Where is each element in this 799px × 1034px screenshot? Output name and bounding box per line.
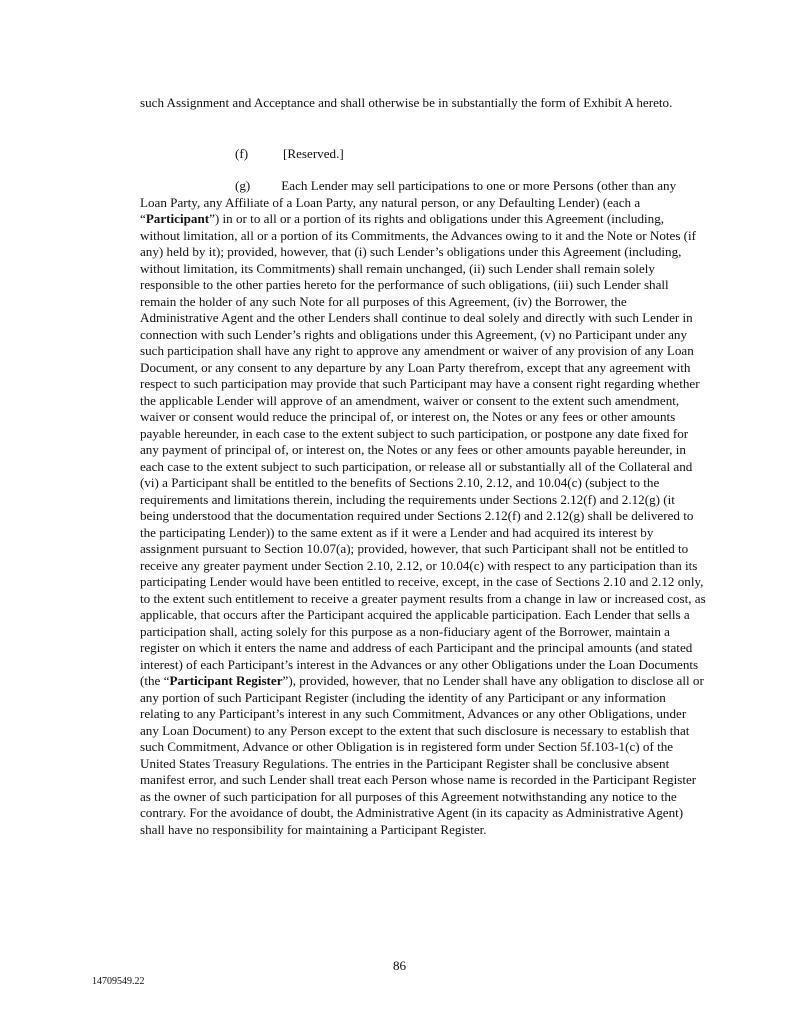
defined-term-participant: Participant xyxy=(145,211,210,226)
document-id: 14709549.22 xyxy=(92,976,145,987)
section-g-part1: Each Lender may sell participations to one or more Persons (other than any Loan Party, any Affiliate of a Loan Party, any natural person, or any Defaulting Lender) (each a “ xyxy=(140,178,677,226)
defined-term-participant-register: Participant Register xyxy=(169,673,283,688)
section-g-paragraph xyxy=(140,178,706,838)
section-f-label: (f) xyxy=(235,146,249,161)
page-number: 86 xyxy=(392,958,407,973)
section-f-text: [Reserved.] xyxy=(283,146,344,161)
intro-paragraph: such Assignment and Acceptance and shall otherwise be in substantially the form of Exhibit A hereto. xyxy=(140,95,673,110)
section-g-part3: ”), provided, however, that no Lender shall have any obligation to disclose all or any portion of such Participant Register (including the identity of any Participant or any information relating to any Participant’s interest in any such Commitment, Advances or any other Obligations, under any Loan Document) to any Person except to the extent that such disclosure is necessary to establish that such Commitment, Advance or other Obligation is in registered form under Section 5f.103-1(c) of the United States Treasury Regulations. The entries in the Participant Register shall be conclusive absent manifest error, and such Lender shall treat each Person whose name is recorded in the Participant Register as the owner of such participation for all purposes of this Agreement notwithstanding any notice to the contrary. For the avoidance of doubt, the Administrative Agent (in its capacity as Administrative Agent) shall have no responsibility for maintaining a Participant Register. xyxy=(140,673,704,837)
section-g-part2: ”) in or to all or a portion of its rights and obligations under this Agreement (including, without limitation, all or a portion of its Commitments, the Advances owing to it and the Note or Notes (if any) held by it); provided, however, that (i) such Lender’s obligations under this Agreement (including, without limitation, its Commitments) shall remain unchanged, (ii) such Lender shall remain solely responsible to the other parties hereto for the performance of such obligations, (iii) such Lender shall remain the holder of any such Note for all purposes of this Agreement, (iv) the Borrower, the Administrative Agent and the other Lenders shall continue to deal solely and directly with such Lender in connection with such Lender’s rights and obligations under this Agreement, (v) no Participant under any such participation shall have any right to approve any amendment or waiver of any provision of any Loan Document, or any consent to any departure by any Loan Party therefrom, except that any agreement with respect to such participation may provide that such Participant may have a consent right regarding whether the applicable Lender will approve of an amendment, waiver or consent to the extent such amendment, waiver or consent would reduce the principal of, or interest on, the Notes or any fees or other amounts payable hereunder, in each case to the extent subject to such participation, or postpone any date fixed for any payment of principal of, or interest on, the Notes or any fees or other amounts payable hereunder, in each case to the extent subject to such participation, or release all or substantially all of the Collateral and (vi) a Participant shall be entitled to the benefits of Sections 2.10, 2.12, and 10.04(c) (subject to the requirements and limitations therein, including the requirements under Sections 2.12(f) and 2.12(g) (it being understood that the documentation required under Sections 2.12(f) and 2.12(g) shall be delivered to the participating Lender)) to the same extent as if it were a Lender and had acquired its interest by assignment pursuant to Section 10.07(a); provided, however, that such Participant shall not be entitled to receive any greater payment under Section 2.10, 2.12, or 10.04(c) with respect to any participation than its participating Lender would have been entitled to receive, except, in the case of Sections 2.10 and 2.12 only, to the extent such entitlement to receive a greater payment results from a change in law or increased cost, as applicable, that occurs after the Participant acquired the applicable participation. Each Lender that sells a participation shall, acting solely for this purpose as a non-fiduciary agent of the Borrower, maintain a register on which it enters the name and address of each Participant and the principal amounts (and stated interest) of each Participant’s interest in the Advances or any other Obligations under the Loan Documents (the “ xyxy=(140,211,706,688)
section-g-label: (g) xyxy=(235,178,251,193)
